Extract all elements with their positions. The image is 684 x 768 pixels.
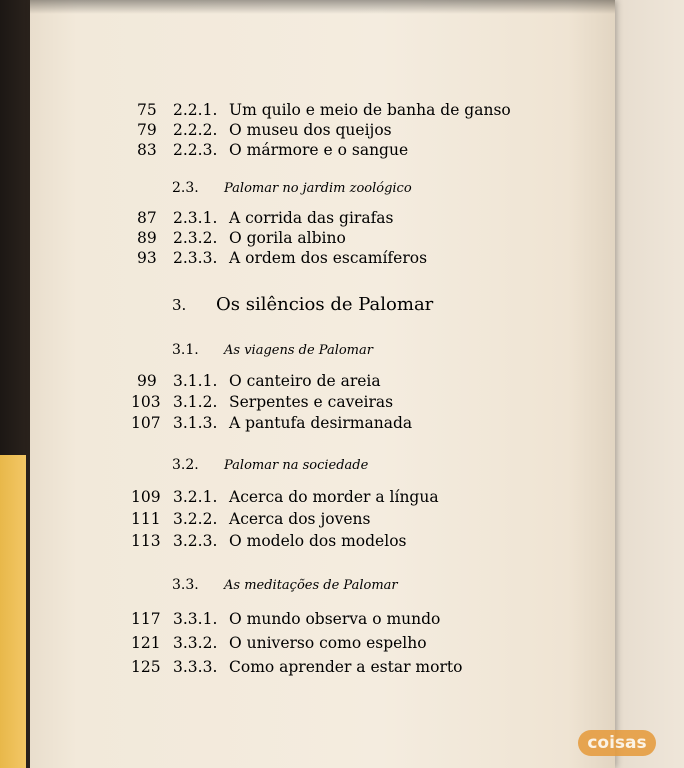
page-number: 99 bbox=[137, 372, 157, 390]
toc-entry bbox=[137, 121, 392, 139]
page-number: 113 bbox=[131, 532, 161, 550]
entry-number: 3.3.1. bbox=[173, 610, 218, 628]
entry-number: 3.2.1. bbox=[173, 488, 218, 506]
entry-title: O mundo observa o mundo bbox=[229, 610, 441, 628]
entry-title: O gorila albino bbox=[229, 229, 346, 247]
coisas-watermark-logo: coisas bbox=[578, 730, 656, 756]
page-number: 83 bbox=[137, 141, 157, 159]
section-title: As meditações de Palomar bbox=[224, 578, 398, 593]
entry-title: O modelo dos modelos bbox=[229, 532, 407, 550]
toc-entry bbox=[131, 510, 370, 528]
page-number: 121 bbox=[131, 634, 161, 652]
entry-number: 2.2.3. bbox=[173, 141, 218, 159]
section-heading bbox=[172, 179, 412, 198]
entry-title: O universo como espelho bbox=[229, 634, 427, 652]
page-number: 75 bbox=[137, 101, 157, 119]
toc-entry bbox=[131, 488, 439, 506]
entry-number: 2.3.1. bbox=[173, 209, 218, 227]
entry-number: 2.2.2. bbox=[173, 121, 218, 139]
entry-title: A pantufa desirmanada bbox=[229, 414, 413, 432]
entry-title: Acerca do morder a língua bbox=[229, 488, 439, 506]
section-number: 2.3. bbox=[172, 180, 199, 196]
entry-title: Um quilo e meio de banha de ganso bbox=[229, 101, 511, 119]
section-title: Palomar no jardim zoológico bbox=[224, 181, 412, 196]
entry-number: 3.2.3. bbox=[173, 532, 218, 550]
toc-entry bbox=[137, 249, 427, 267]
page-number: 111 bbox=[131, 510, 161, 528]
section-heading bbox=[172, 576, 398, 595]
toc-entry bbox=[131, 610, 440, 628]
toc-entry bbox=[137, 141, 408, 159]
entry-number: 3.1.3. bbox=[173, 414, 218, 432]
entry-number: 3.2.2. bbox=[173, 510, 218, 528]
section-number: 3.2. bbox=[172, 457, 199, 473]
page-number: 109 bbox=[131, 488, 161, 506]
entry-title: O museu dos queijos bbox=[229, 121, 392, 139]
page-number: 87 bbox=[137, 209, 157, 227]
entry-number: 2.2.1. bbox=[173, 101, 218, 119]
toc-entry bbox=[131, 393, 393, 411]
entry-title: A corrida das girafas bbox=[229, 209, 394, 227]
entry-title: A ordem dos escamíferos bbox=[229, 249, 428, 267]
entry-title: Acerca dos jovens bbox=[229, 510, 371, 528]
page-number: 103 bbox=[131, 393, 161, 411]
toc-entry bbox=[137, 229, 346, 247]
toc-entry bbox=[137, 101, 511, 119]
entry-title: O mármore e o sangue bbox=[229, 141, 409, 159]
toc-entry bbox=[137, 372, 381, 390]
entry-number: 2.3.3. bbox=[173, 249, 218, 267]
page-number: 125 bbox=[131, 658, 161, 676]
toc-entry bbox=[131, 532, 406, 550]
entry-number: 2.3.2. bbox=[173, 229, 218, 247]
section-title: Palomar na sociedade bbox=[224, 458, 369, 473]
entry-title: Serpentes e caveiras bbox=[229, 393, 394, 411]
section-number: 3.3. bbox=[172, 577, 199, 593]
entry-title: Como aprender a estar morto bbox=[229, 658, 463, 676]
entry-number: 3.1.2. bbox=[173, 393, 218, 411]
entry-number: 3.1.1. bbox=[173, 372, 218, 390]
chapter-number: 3. bbox=[172, 296, 187, 314]
entry-title: O canteiro de areia bbox=[229, 372, 381, 390]
section-title: As viagens de Palomar bbox=[224, 343, 373, 358]
section-heading bbox=[172, 456, 368, 475]
toc-entry bbox=[131, 414, 412, 432]
section-heading bbox=[172, 341, 373, 360]
entry-number: 3.3.2. bbox=[173, 634, 218, 652]
chapter-heading bbox=[172, 294, 433, 316]
chapter-title: Os silêncios de Palomar bbox=[216, 294, 434, 315]
toc-entry bbox=[137, 209, 394, 227]
toc-entry bbox=[131, 634, 427, 652]
page-number: 117 bbox=[131, 610, 161, 628]
page-number: 107 bbox=[131, 414, 161, 432]
toc-entry bbox=[131, 658, 462, 676]
page-number: 79 bbox=[137, 121, 157, 139]
section-number: 3.1. bbox=[172, 342, 199, 358]
entry-number: 3.3.3. bbox=[173, 658, 218, 676]
page-number: 89 bbox=[137, 229, 157, 247]
page-number: 93 bbox=[137, 249, 157, 267]
